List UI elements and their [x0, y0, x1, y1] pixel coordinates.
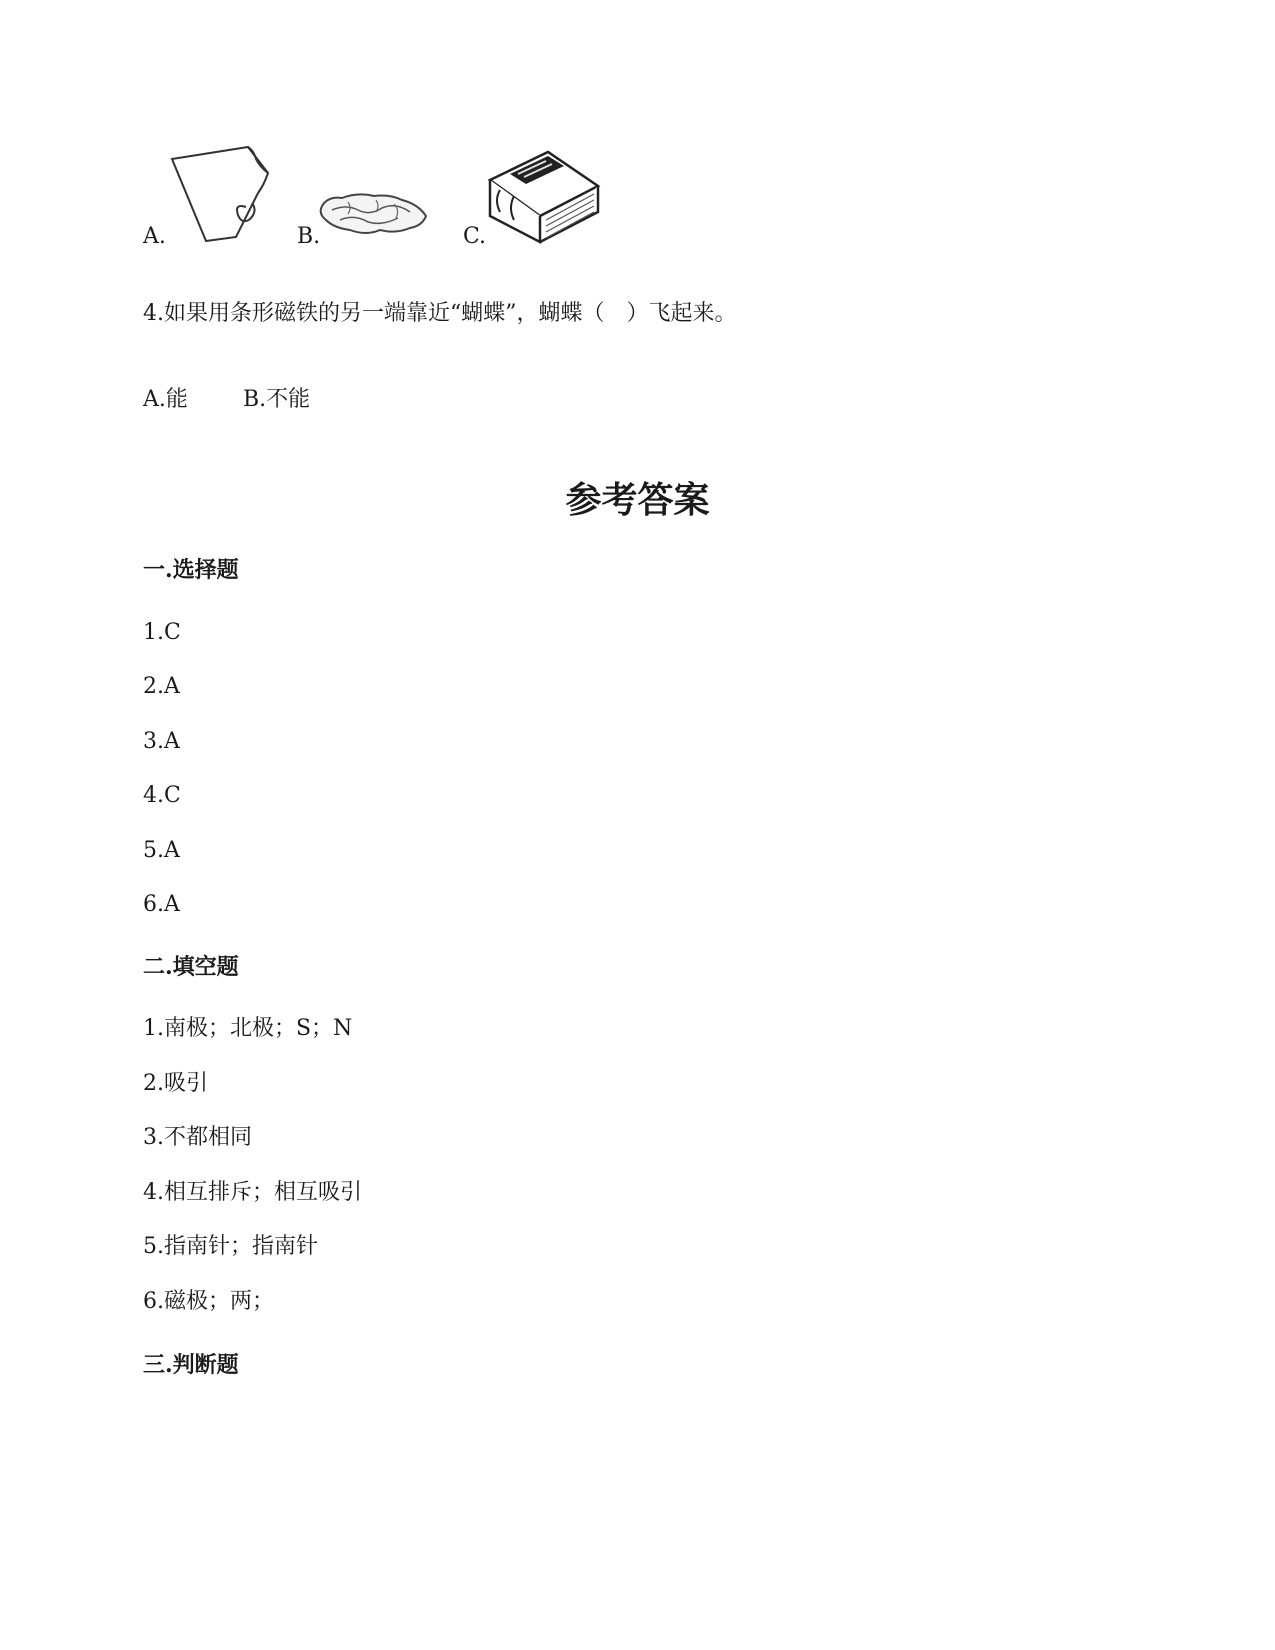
option-b-label: B.	[297, 224, 321, 249]
question-4-option-a: A.能	[143, 387, 188, 412]
choice-answer-4: 4.C	[143, 783, 181, 808]
fill-answer-5: 5.指南针；指南针	[143, 1234, 318, 1259]
question-4-option-b: B.不能	[243, 387, 311, 412]
choice-answer-6: 6.A	[143, 892, 180, 917]
choice-answer-5: 5.A	[143, 838, 180, 863]
fill-answer-4: 4.相互排斥；相互吸引	[143, 1180, 362, 1205]
section-heading-choice: 一.选择题	[143, 557, 239, 583]
choice-answer-3: 3.A	[143, 729, 180, 754]
question-4-text: 4.如果用条形磁铁的另一端靠近“蝴蝶”，蝴蝶（ ）飞起来。	[143, 301, 737, 326]
dictionary-book-icon	[484, 150, 604, 244]
fill-answer-3: 3.不都相同	[143, 1125, 252, 1150]
fill-answer-1: 1.南极；北极；S；N	[143, 1016, 353, 1041]
section-heading-fill: 二.填空题	[143, 954, 239, 980]
answer-key-title: 参考答案	[565, 479, 710, 521]
fill-answer-2: 2.吸引	[143, 1071, 208, 1096]
option-a-label: A.	[143, 224, 166, 249]
crumpled-cloth-icon	[318, 188, 430, 238]
choice-answer-2: 2.A	[143, 674, 180, 699]
paper-sheet-icon	[168, 145, 276, 243]
option-c-label: C.	[463, 224, 487, 249]
section-heading-judge: 三.判断题	[143, 1352, 239, 1378]
fill-answer-6: 6.磁极；两；	[143, 1289, 274, 1314]
choice-answer-1: 1.C	[143, 620, 181, 645]
